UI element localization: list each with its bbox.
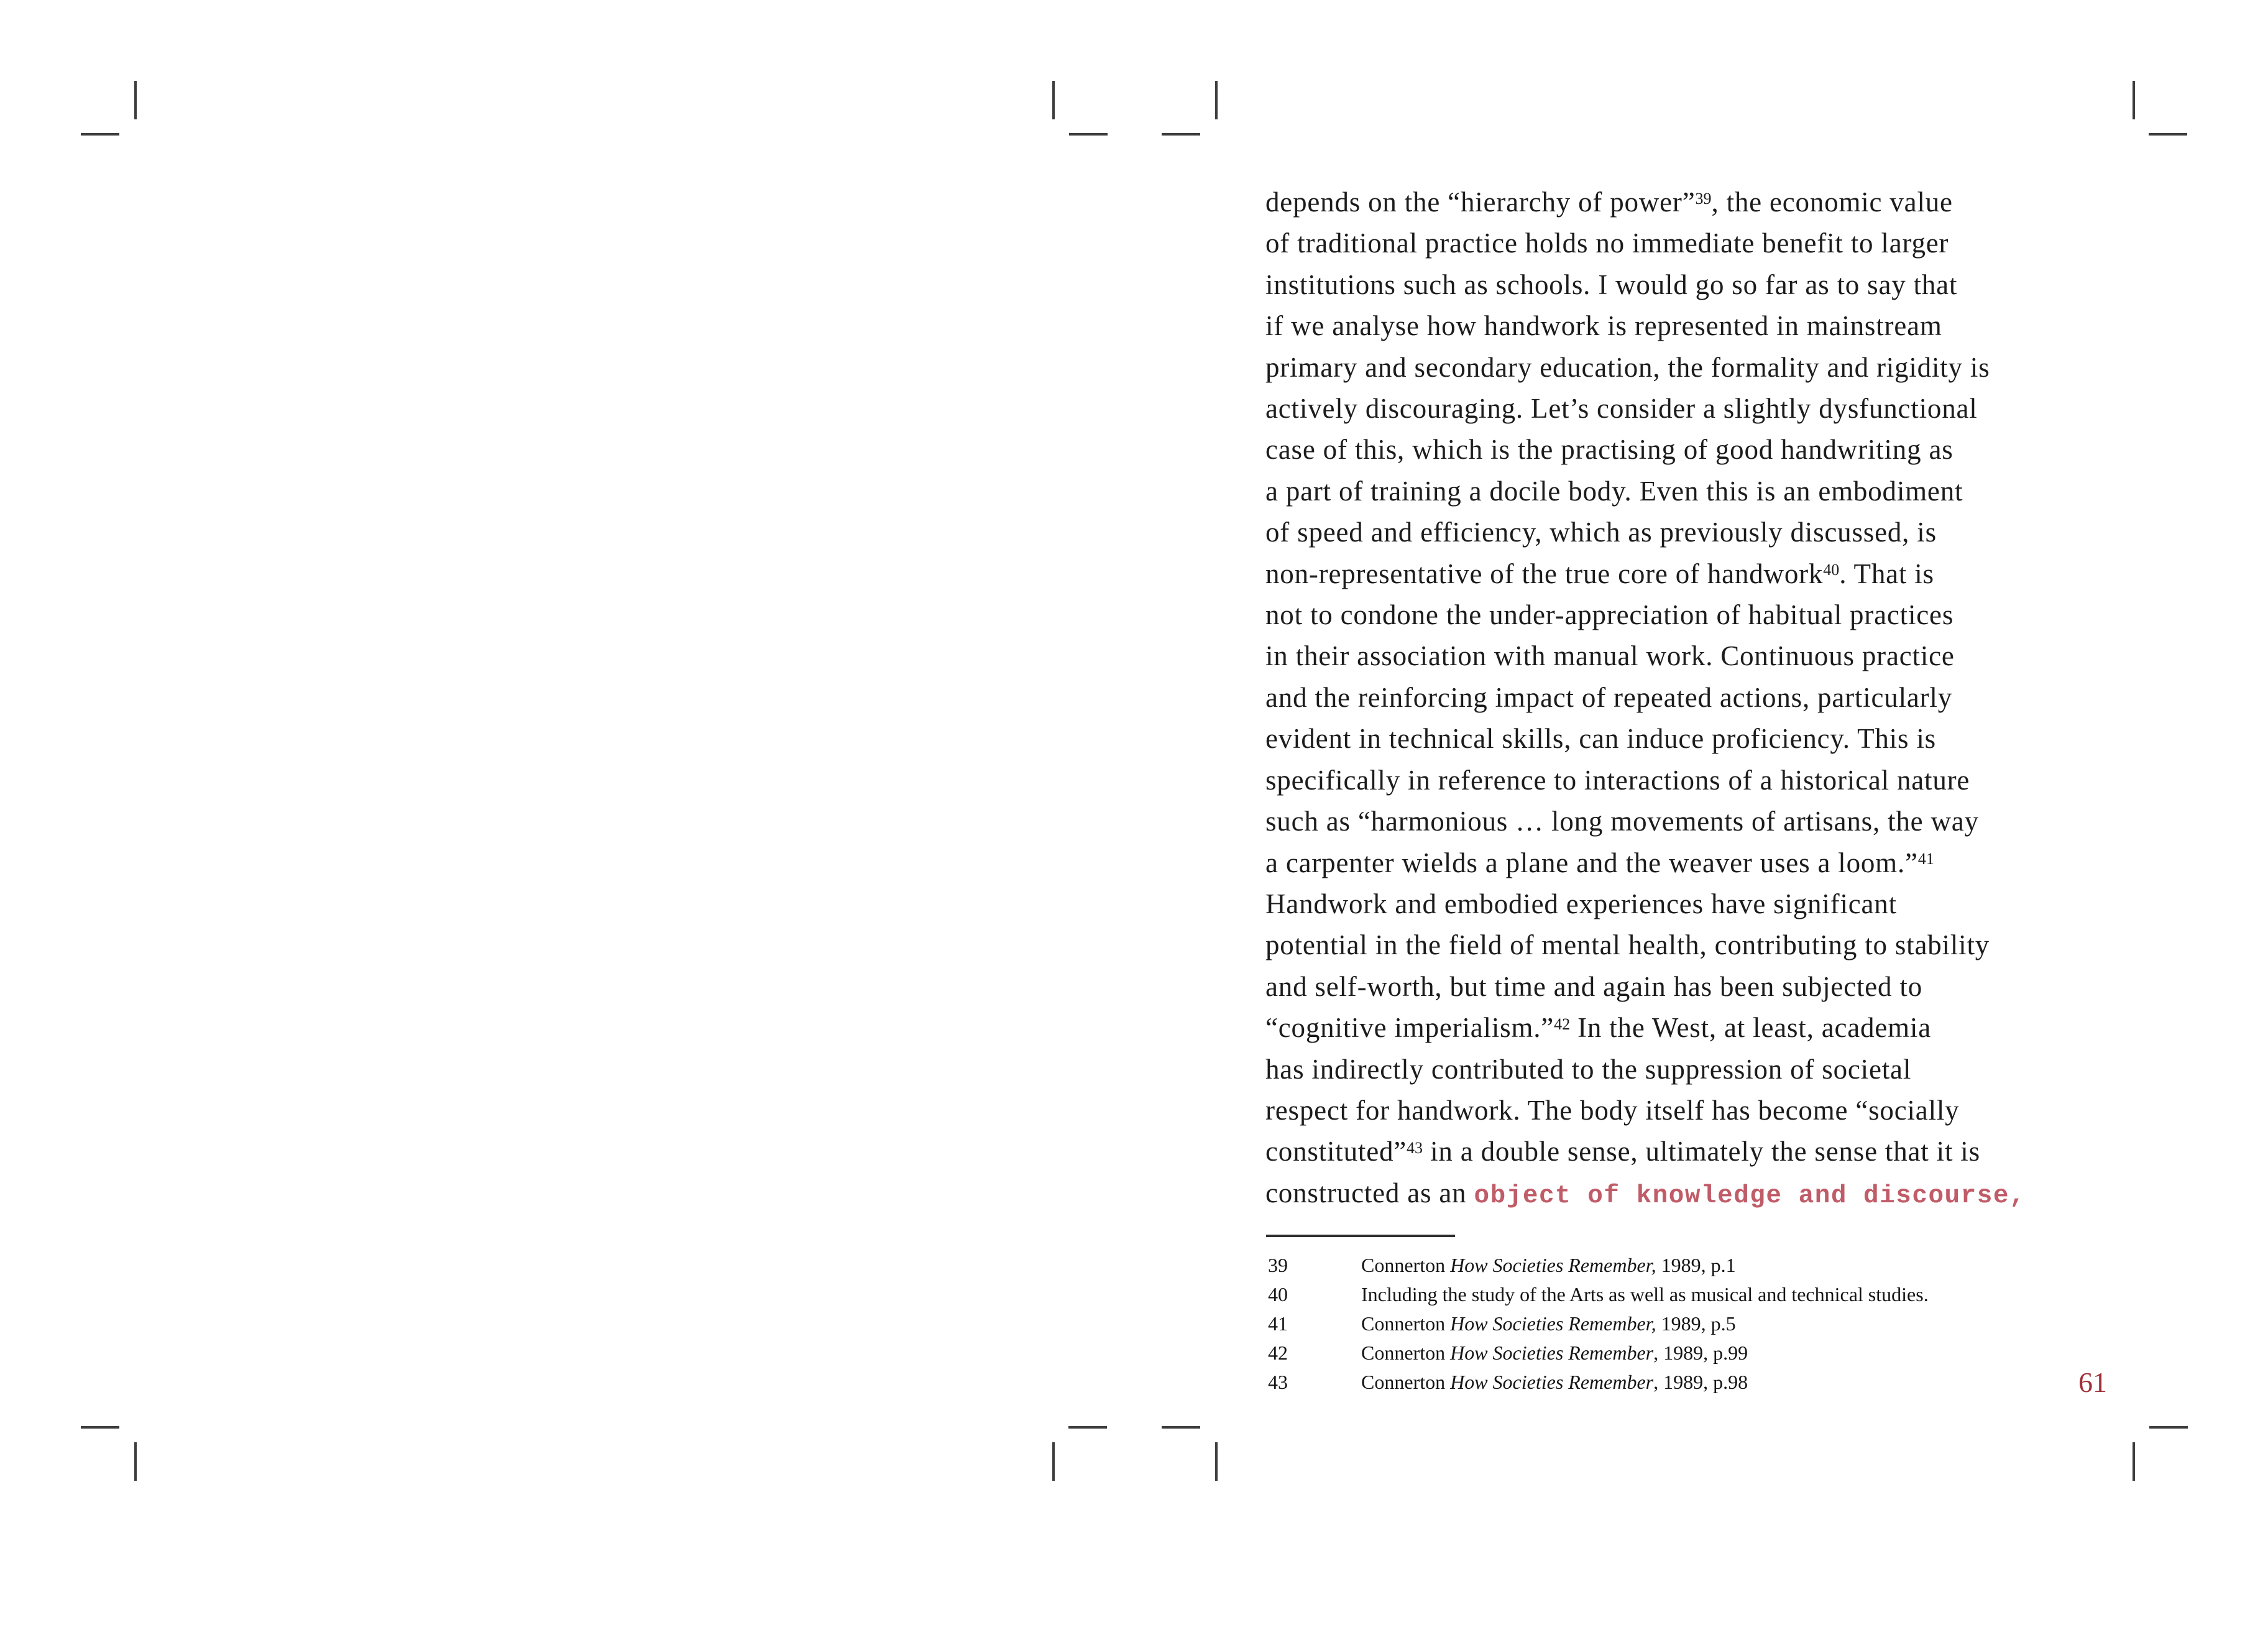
crop-mark [2149, 1426, 2188, 1429]
crop-mark [1068, 1426, 1107, 1429]
body-line: specifically in reference to interactions of a historical nature [1265, 764, 1970, 796]
body-line: “cognitive imperialism.”$^{42}$ In the West, at least, academia [1265, 1012, 1931, 1044]
body-line: actively discouraging. Let’s consider a slightly dysfunctional [1265, 393, 1978, 425]
body-line-last-black: constructed as an [1265, 1177, 1474, 1209]
body-line: depends on the “hierarchy of power”$^{39}$, the economic value [1265, 186, 1953, 218]
body-line: has indirectly contributed to the suppression of societal [1265, 1053, 1912, 1085]
body-line: constituted”$^{43}$ in a double sense, ultimately the sense that it is [1265, 1136, 1980, 1167]
footnote-item [1268, 1368, 2138, 1397]
footnote-item [1268, 1280, 2138, 1309]
body-line: Handwork and embodied experiences have significant [1265, 888, 1897, 919]
body-line: case of this, which is the practising of good handwriting as [1265, 434, 1954, 466]
body-line: of speed and efficiency, which as previously discussed, is [1265, 517, 1937, 548]
footnote-text: Connerton How Societies Remember, 1989, p.98 [1361, 1371, 1748, 1393]
body-line: such as “harmonious … long movements of artisans, the way [1265, 806, 1979, 837]
body-line: and the reinforcing impact of repeated actions, particularly [1265, 681, 1953, 713]
body-line: non-representative of the true core of handwork$^{40}$. That is [1265, 558, 1934, 589]
footnote-item [1268, 1309, 2138, 1338]
crop-mark [2133, 81, 2135, 119]
crop-mark [81, 1426, 119, 1429]
body-line: in their association with manual work. Continuous practice [1265, 640, 1955, 672]
body-line: potential in the field of mental health, contributing to stability [1265, 929, 1990, 961]
crop-mark [2133, 1442, 2135, 1481]
footnote-number: 40 [1268, 1283, 1288, 1305]
body-line: primary and secondary education, the formality and rigidity is [1265, 351, 1990, 383]
footnote-number: 42 [1268, 1342, 1288, 1364]
crop-mark [1215, 81, 1218, 119]
typewriter-highlight-text: object of knowledge and discourse, [1474, 1181, 2026, 1210]
crop-mark [134, 81, 137, 119]
page-number: 61 [2078, 1366, 2107, 1398]
body-line: institutions such as schools. I would go so far as to say that [1265, 269, 1958, 300]
footnote-number: 39 [1268, 1254, 1288, 1276]
body-text [1265, 182, 2154, 1217]
footnote-separator [1266, 1235, 1455, 1237]
footnote-number: 43 [1268, 1371, 1288, 1393]
body-line: evident in technical skills, can induce proficiency. This is [1265, 723, 1936, 755]
body-line: respect for handwork. The body itself has become “socially [1265, 1094, 1960, 1126]
crop-mark [1069, 133, 1108, 136]
footnotes [1268, 1251, 2138, 1397]
crop-mark [1215, 1442, 1218, 1481]
crop-mark [2149, 133, 2187, 136]
footnote-text: Connerton How Societies Remember, 1989, p.1 [1361, 1254, 1736, 1276]
body-line: and self-worth, but time and again has been subjected to [1265, 970, 1922, 1002]
crop-mark [1162, 1426, 1200, 1429]
body-line-last [1265, 1172, 2154, 1217]
crop-mark [134, 1442, 137, 1481]
footnote-item [1268, 1251, 2138, 1280]
body-line: if we analyse how handwork is represented in mainstream [1265, 310, 1942, 342]
crop-mark [1162, 133, 1200, 136]
body-line: a carpenter wields a plane and the weaver uses a loom.”$^{41}$ [1265, 847, 1934, 878]
crop-mark [81, 133, 119, 136]
crop-mark [1052, 81, 1055, 119]
footnote-text: Connerton How Societies Remember, 1989, p.5 [1361, 1312, 1736, 1335]
footnote-number: 41 [1268, 1312, 1288, 1335]
crop-mark [1052, 1442, 1055, 1481]
footnote-item [1268, 1338, 2138, 1368]
body-line: not to condone the under-appreciation of habitual practices [1265, 599, 1954, 631]
footnote-text: Including the study of the Arts as well as musical and technical studies. [1361, 1283, 1929, 1305]
body-line: a part of training a docile body. Even this is an embodiment [1265, 475, 1963, 507]
body-line: of traditional practice holds no immediate benefit to larger [1265, 228, 1949, 259]
footnote-text: Connerton How Societies Remember, 1989, p.99 [1361, 1342, 1748, 1364]
